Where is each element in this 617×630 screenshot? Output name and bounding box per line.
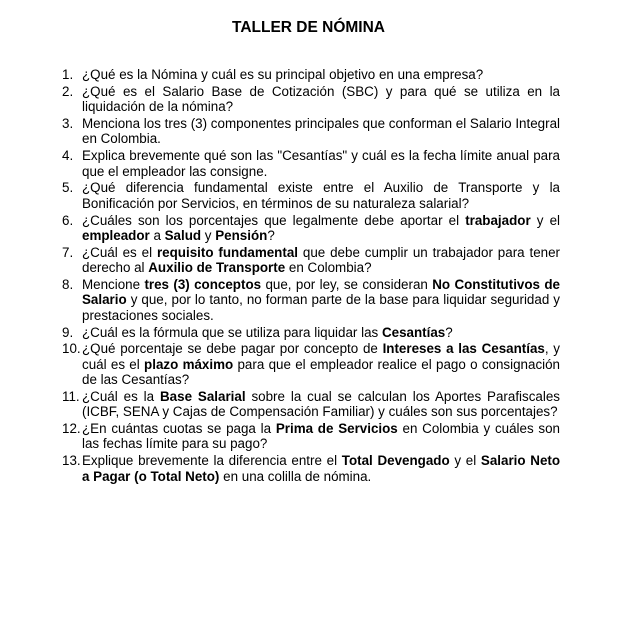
text-segment: ? — [445, 324, 453, 340]
question-list — [62, 67, 560, 485]
question-text — [82, 245, 560, 276]
question-text — [82, 389, 560, 420]
text-segment: ¿Cuál es la — [82, 388, 160, 404]
text-segment: ¿Qué es la Nómina y cuál es su principal objetivo en una empresa? — [82, 67, 484, 82]
text-segment: en Colombia? — [285, 260, 372, 276]
question-item — [62, 67, 560, 82]
question-number: 11. — [62, 388, 80, 404]
question-number: 4. — [62, 148, 74, 164]
bold-text: trabajador — [465, 212, 531, 228]
question-text — [82, 180, 560, 211]
question-item — [62, 213, 560, 244]
text-segment: Explique brevemente la diferencia entre el — [82, 453, 342, 469]
question-number: 1. — [62, 67, 74, 82]
question-number: 2. — [62, 83, 74, 99]
question-text — [82, 116, 560, 147]
text-segment: Mencione — [82, 277, 145, 293]
question-number: 8. — [62, 277, 74, 293]
bold-text: Cesantías — [381, 324, 446, 340]
question-text — [82, 277, 560, 323]
question-number: 5. — [62, 180, 74, 196]
question-item — [62, 180, 560, 211]
text-segment: Explica brevemente qué son las "Cesantías" y cuál es la fecha límite anual para que el empleador las consigne. — [82, 148, 560, 179]
bold-text: Intereses a las Cesantías — [382, 341, 545, 357]
bold-text: Pensión — [215, 227, 268, 243]
bold-text: tres (3) conceptos — [144, 277, 262, 293]
question-item — [62, 116, 560, 147]
question-text — [82, 84, 560, 115]
question-number: 7. — [62, 244, 74, 260]
question-item — [62, 325, 560, 340]
text-segment: ? — [267, 227, 275, 243]
question-text — [82, 453, 560, 484]
text-segment: y — [201, 227, 216, 243]
question-text — [82, 325, 560, 340]
question-item — [62, 84, 560, 115]
page-title: TALLER DE NÓMINA — [232, 19, 385, 36]
question-text — [82, 67, 560, 82]
text-segment: ¿Qué diferencia fundamental existe entre el Auxilio de Transporte y la Bonificación por Servicios, en términos de su naturaleza salarial? — [82, 180, 560, 211]
question-text — [82, 341, 560, 387]
question-item — [62, 421, 560, 452]
text-segment: ¿Cuál es la fórmula que se utiliza para liquidar las — [82, 324, 382, 340]
text-segment: en Colombia y cuáles son las fechas límite para su pago? — [82, 421, 560, 452]
bold-text: empleador — [82, 227, 150, 243]
bold-text: Prima de Servicios — [275, 421, 398, 437]
question-item — [62, 245, 560, 276]
text-segment: para que el empleador realice el pago o consignación de las Cesantías? — [82, 356, 561, 387]
text-segment: y el — [530, 212, 560, 228]
question-item — [62, 453, 560, 484]
bold-text: Base Salarial — [160, 388, 246, 404]
text-segment: sobre la cual se calculan los Aportes Parafiscales (ICBF, SENA y Cajas de Compensación Familiar) y cuáles son sus porcentajes? — [82, 388, 560, 420]
question-number: 13. — [62, 453, 81, 469]
question-item — [62, 341, 560, 387]
question-number: 9. — [62, 324, 74, 340]
question-item — [62, 389, 560, 420]
question-item — [62, 277, 560, 323]
text-segment: Menciona los tres (3) componentes principales que conforman el Salario Integral en Colombia. — [82, 116, 560, 147]
question-number: 3. — [62, 116, 74, 132]
text-segment: ¿Cuál es el — [82, 244, 157, 260]
question-text — [82, 421, 560, 452]
text-segment: y el — [449, 453, 481, 469]
text-segment: ¿Qué porcentaje se debe pagar por concepto de — [82, 341, 383, 357]
text-segment: y que, por lo tanto, no forman parte de la base para liquidar seguridad y prestaciones sociales. — [82, 292, 560, 323]
bold-text: Salario Neto a Pagar (o Total Neto) — [82, 453, 561, 484]
question-number: 12. — [62, 421, 81, 437]
question-number: 6. — [62, 212, 74, 228]
question-text — [82, 213, 560, 244]
question-number: 10. — [62, 341, 81, 357]
bold-text: Salud — [164, 227, 202, 243]
text-segment: , y cuál es el — [82, 341, 560, 372]
text-segment: ¿En cuántas cuotas se paga la — [82, 421, 276, 437]
question-text — [82, 148, 560, 179]
text-segment: que debe cumplir un trabajador para tener derecho al — [82, 244, 561, 276]
text-segment: a — [149, 227, 165, 243]
text-segment: que, por ley, se consideran — [261, 277, 433, 293]
bold-text: No Constitutivos de Salario — [82, 277, 560, 308]
bold-text: Auxilio de Transporte — [148, 260, 286, 276]
bold-text: requisito fundamental — [156, 244, 298, 260]
bold-text: plazo máximo — [144, 356, 234, 372]
question-item — [62, 148, 560, 179]
bold-text: Total Devengado — [341, 453, 450, 469]
text-segment: ¿Cuáles son los porcentajes que legalmente debe aportar el — [82, 212, 466, 228]
text-segment: ¿Qué es el Salario Base de Cotización (SBC) y para qué se utiliza en la liquidación de la nómina? — [82, 83, 560, 115]
text-segment: en una colilla de nómina. — [219, 468, 372, 484]
